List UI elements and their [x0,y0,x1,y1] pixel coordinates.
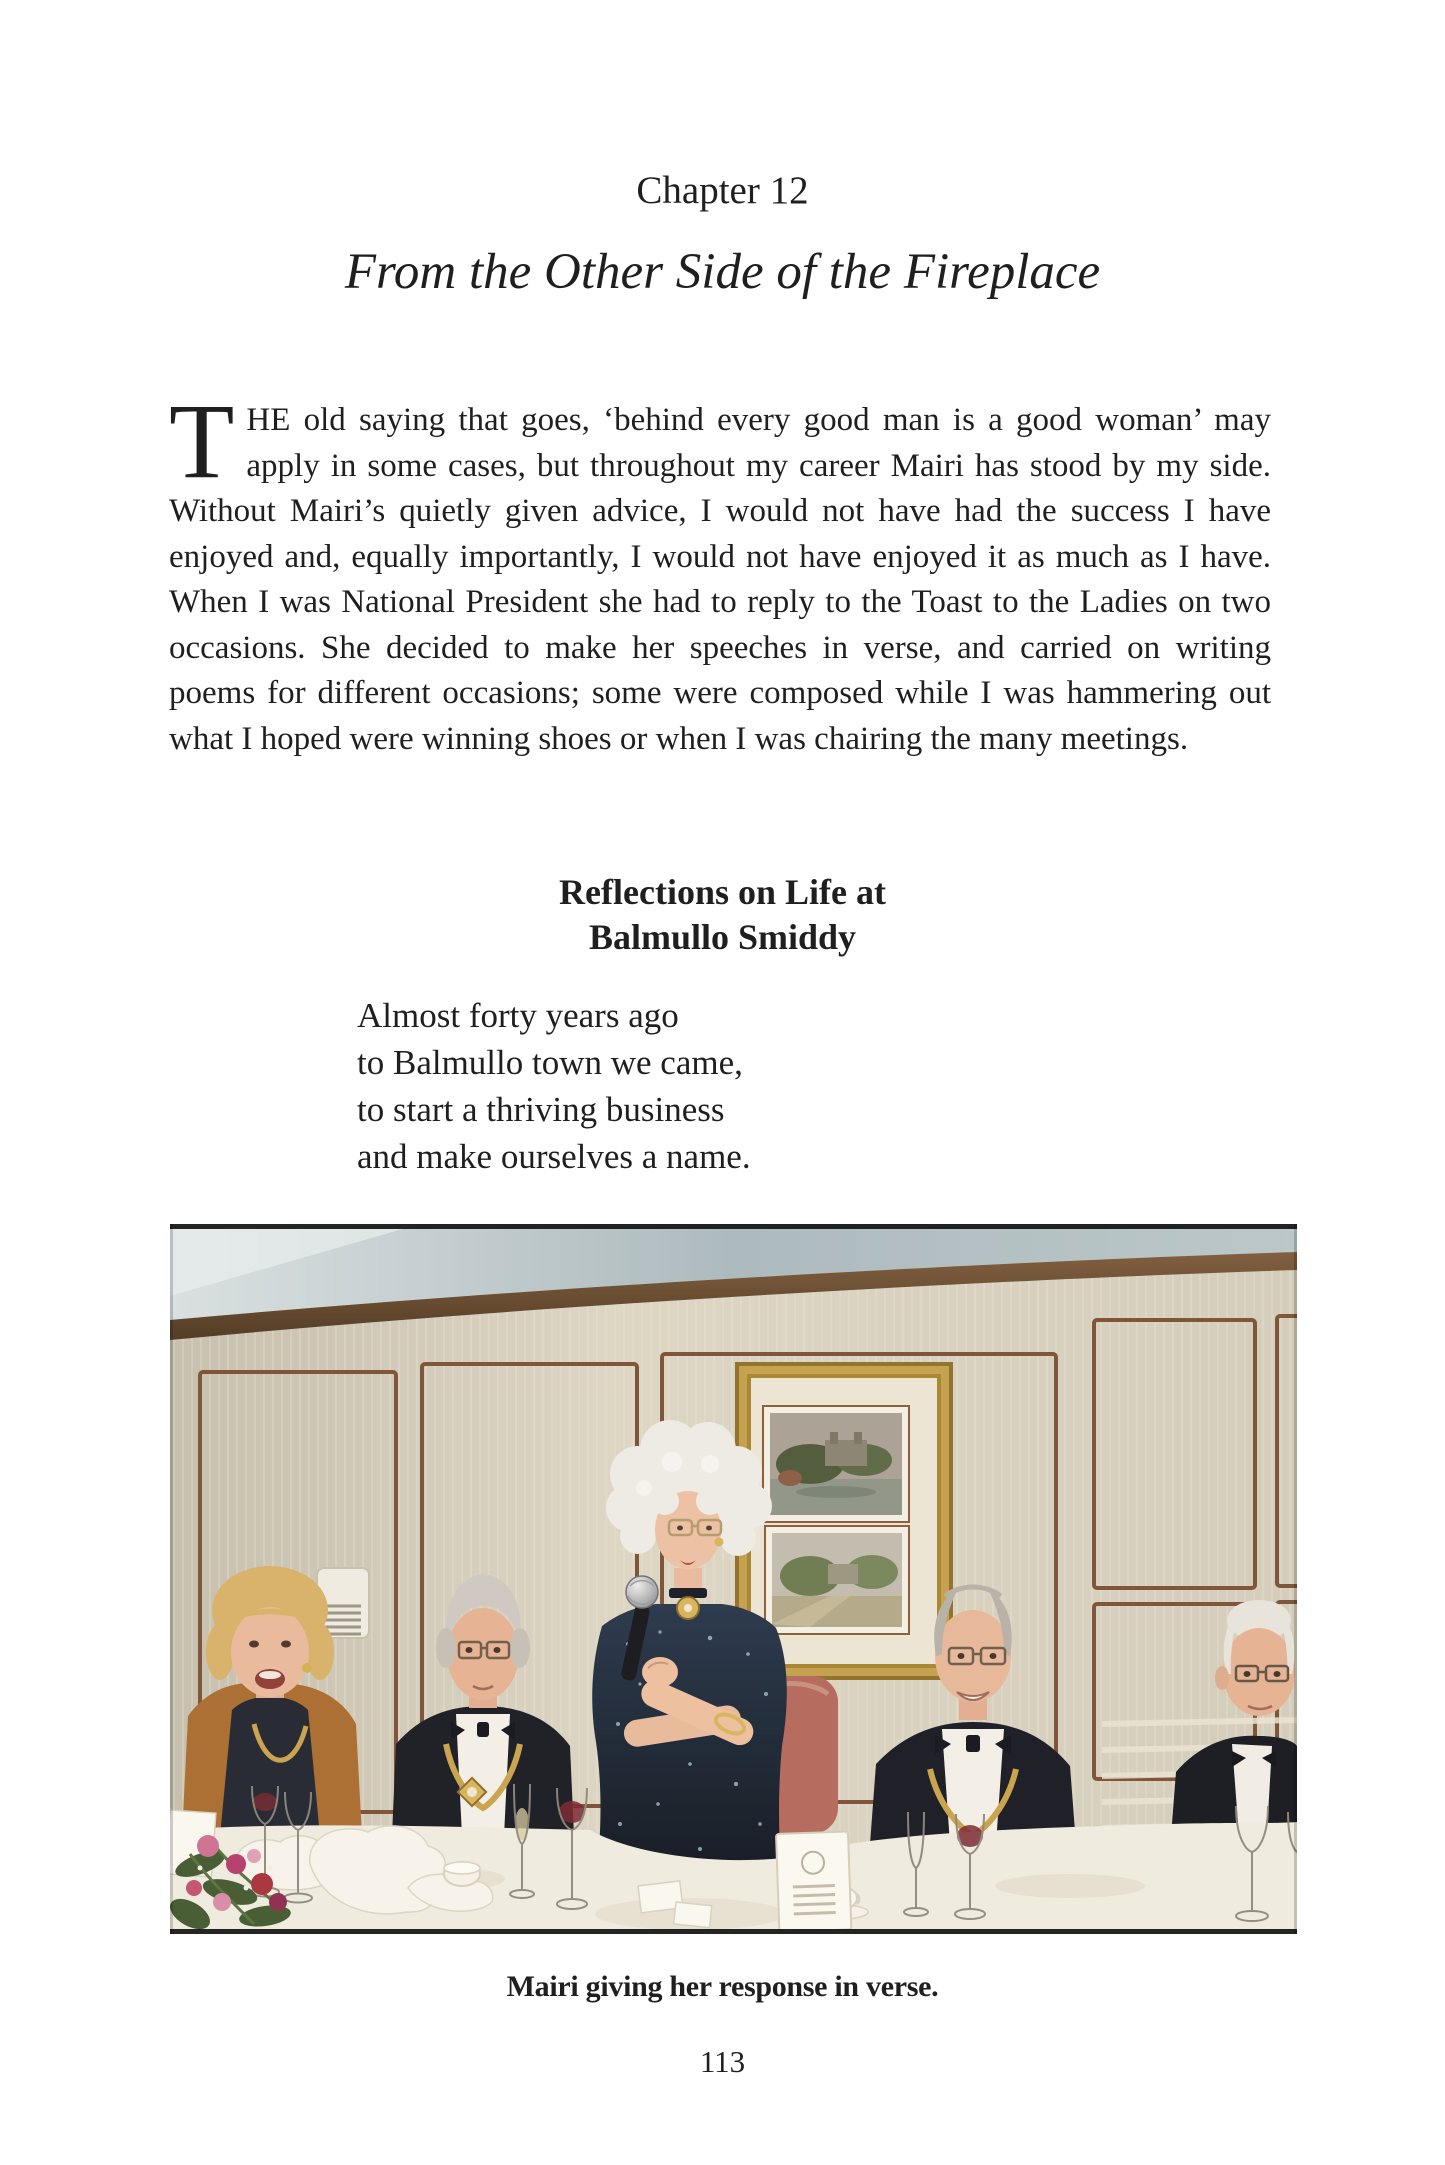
chapter-title: From the Other Side of the Fireplace [344,244,1101,300]
photo-edge-right [1294,1224,1297,1934]
chapter-number: Chapter 12 [636,169,809,212]
poem-line: to start a thriving business [357,1090,725,1129]
drop-cap: T [169,383,235,501]
page-number: 113 [699,2044,746,2079]
poem-heading [0,870,1445,960]
poem-line: Almost forty years ago [357,996,679,1035]
poem-line: to Balmullo town we came, [357,1043,743,1082]
poem-line: and make ourselves a name. [357,1137,751,1176]
paragraph-text: HE old saying that goes, ‘behind every good man is a good woman’ may apply in some cases, but throughout my career Mairi has stood by my side. Without Mairi’s quietly given advice, I would not have had the success I have enjoyed and, equally importantly, I would not have enjoyed it as much as I have. When I was National President she had to reply to the Toast to the Ladies on two occasions. She decided to make her speeches in verse, and carried on writing poems for different occasions; some were composed while I was hammering out what I hoped were winning shoes or when I was chairing the many meetings. [169,402,1271,757]
poem-heading-line-1: Reflections on Life at [559,872,886,912]
photo-tone [170,1224,1297,1934]
poem-heading-line-2: Balmullo Smiddy [588,917,857,957]
body-paragraph [169,383,1271,762]
photo-caption: Mairi giving her response in verse. [506,1970,939,2003]
poem-stanza [357,992,751,1180]
photo-figure [170,1224,1297,1934]
photo [170,1224,1297,1934]
photo-edge-left [170,1224,173,1934]
photo-edge-bottom [170,1929,1297,1934]
photo-edge-top [170,1224,1297,1229]
